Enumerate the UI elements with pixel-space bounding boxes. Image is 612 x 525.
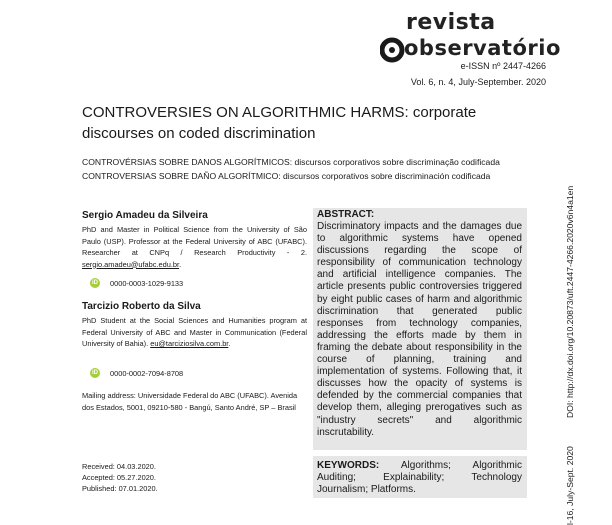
logo-wordmark-line1: revista [406,10,496,35]
issn: e-ISSN nº 2447-4266 [460,61,546,71]
orcid-icon[interactable]: iD [92,370,98,376]
logo-wordmark-line2: observatório [404,36,561,60]
alt-title-es: CONTROVERSIAS SOBRE DAÑO ALGORÍTMICO: discursos corporativos sobre discriminación codificada [82,171,491,181]
author-bio-text: PhD Student at the Social Sciences and Humanities program at Federal University of ABC and Master in Communication (Federal University of Bahia). [82,316,307,348]
date-published: Published: 07.01.2020. [82,484,158,493]
keywords-label: KEYWORDS: [317,460,380,471]
orcid-icon[interactable]: iD [92,280,98,286]
author-name: Tarcizio Roberto da Silva [82,301,201,312]
author-name: Sergio Amadeu da Silveira [82,210,208,221]
author-bio: PhD and Master in Political Science from the University of São Paulo (USP). Professor at the Federal University of ABC (UFABC). Researcher at CNPq / Research Productivity - 2. sergio.amadeu@ufabc.edu.br. [82,225,307,269]
article-title: CONTROVERSIES ON ALGORITHMIC HARMS: corporate discourses on coded discrimination [82,104,477,142]
alt-title-pt: CONTROVÉRSIAS SOBRE DANOS ALGORÍTMICOS: discursos corporativos sobre discriminação codificada [82,157,500,167]
volume-info: Vol. 6, n. 4, July-September. 2020 [410,77,546,87]
publication-dates [82,461,158,494]
abstract-heading: ABSTRACT: [317,209,375,220]
orcid-row [90,368,183,378]
orcid-id: 0000-0002-7094-8708 [110,368,184,378]
date-received: Received: 04.03.2020. [82,462,156,471]
date-accepted: Accepted: 05.27.2020. [82,473,156,482]
author-email-link[interactable]: eu@tarciziosilva.com.br [150,339,229,348]
orcid-row [90,278,183,288]
side-volume-info: l-16, July-Sept. 2020 [565,446,575,525]
keywords-text: Algorithms; Algorithmic Auditing; Explainability; Technology Journalism; Platforms. [317,460,522,495]
keywords [317,460,522,495]
mailing-address: Mailing address: Universidade Federal do ABC (UFABC). Avenida dos Estados, 5001, 09210-580 - Bangú, Santo André, SP – Brasil [82,391,298,412]
abstract-text: Discriminatory impacts and the damages due to algorithmic systems have opened discussions regarding the scope of responsibility of communication technology and artificial intelligence companies. The article presents public controversies triggered by eight public cases of harm and algorithmic discrimination that generated public responses from technology companies, addressing the efforts made by them in framing the debate about responsibility in the course of planning, training and implementation of systems. Following that, it discusses how the opacity of systems is defended by the commercial companies that develop them, alleging prerogatives such as "industry secrets" and algorithmic inscrutability. [317,221,522,438]
orcid-id: 0000-0003-1029-9133 [110,278,184,288]
author-bio: PhD Student at the Social Sciences and Humanities program at Federal University of ABC and Master in Communication (Federal University of Bahia). eu@tarciziosilva.com.br. [82,316,307,348]
author-email-link[interactable]: sergio.amadeu@ufabc.edu.br [82,259,180,269]
author-bio-text: PhD and Master in Political Science from the University of São Paulo (USP). Professor at the Federal University of ABC (UFABC). Researcher at CNPq / Research Productivity - 2. [82,225,307,257]
doi-link[interactable]: DOI: http://dx.doi.org/10.20873/uft.2447-4266.2020v6n4a1en [565,185,575,418]
